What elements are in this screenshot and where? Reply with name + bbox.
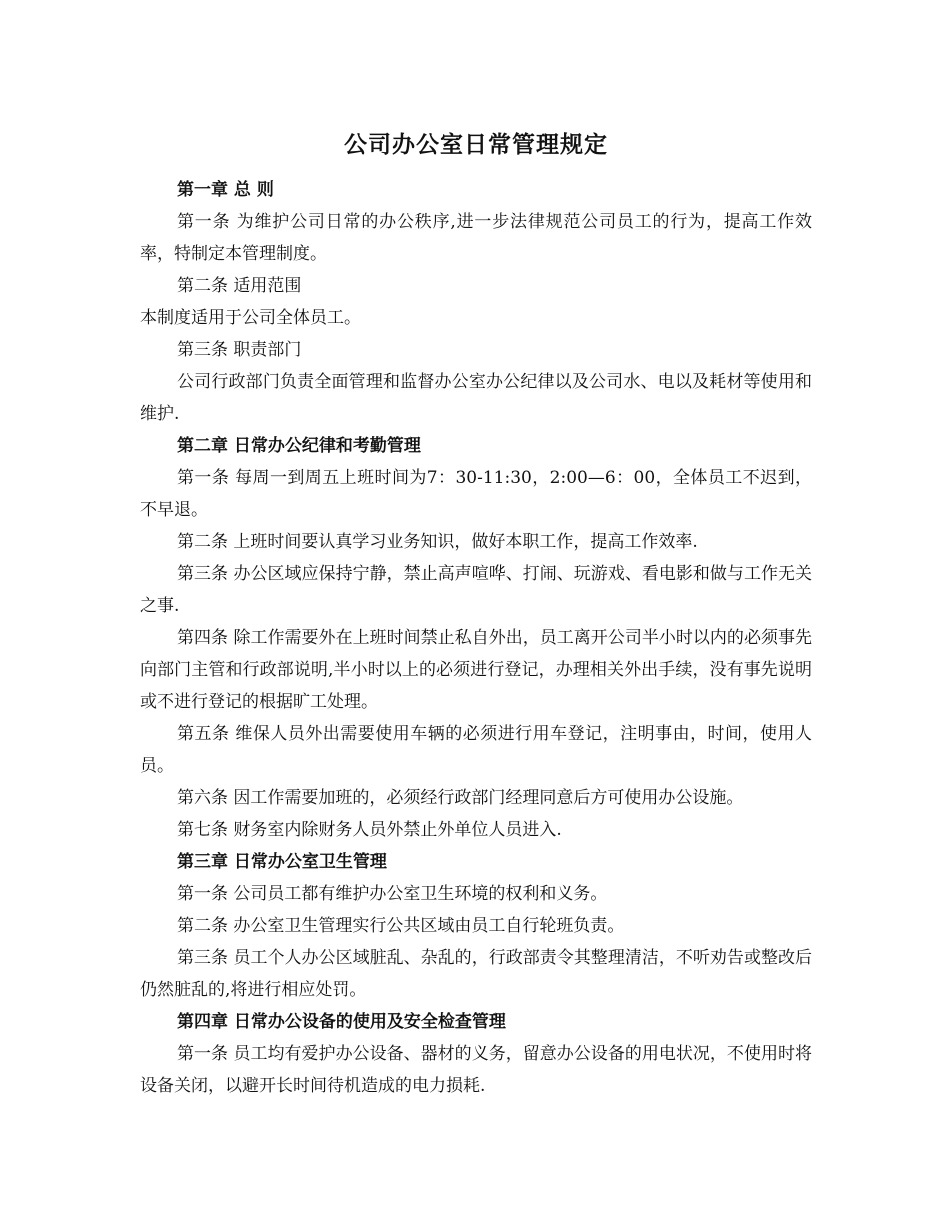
chapter-2-article-2: 第二条 上班时间要认真学习业务知识，做好本职工作，提高工作效率. [177,532,698,552]
chapter-1-heading: 第一章 总 则 [177,180,274,200]
chapter-1-article-2-body: 本制度适用于公司全体员工。 [140,308,361,328]
document-title: 公司办公室日常管理规定 [344,131,608,158]
chapter-3-article-2: 第二条 办公室卫生管理实行公共区域由员工自行轮班负责。 [177,916,625,936]
chapter-2-article-7: 第七条 财务室内除财务人员外禁止外单位人员进入. [177,820,562,840]
chapter-1-article-2: 第二条 适用范围 [177,276,302,296]
chapter-4-heading: 第四章 日常办公设备的使用及安全检查管理 [177,1012,506,1032]
chapter-2-article-3: 第三条 办公区域应保持宁静，禁止高声喧哗、打闹、玩游戏、看电影和做与工作无关之事. [140,564,812,616]
chapter-3-article-1: 第一条 公司员工都有维护办公室卫生环境的权利和义务。 [177,884,608,904]
chapter-1-article-3-body: 公司行政部门负责全面管理和监督办公室办公纪律以及公司水、电以及耗材等使用和维护. [140,372,812,424]
chapter-3-heading: 第三章 日常办公室卫生管理 [177,852,387,872]
chapter-4-article-1: 第一条 员工均有爱护办公设备、器材的义务，留意办公设备的用电状况，不使用时将设备关闭，以避开长时间待机造成的电力损耗. [140,1044,812,1096]
document-page [140,128,812,1102]
chapter-2-article-5: 第五条 维保人员外出需要使用车辆的必须进行用车登记，注明事由，时间，使用人员。 [140,724,812,776]
chapter-2-article-1: 第一条 每周一到周五上班时间为7：30-11:30，2:00—6：00，全体员工不迟到，不早退。 [140,468,812,520]
chapter-1-article-1: 第一条 为维护公司日常的办公秩序,进一步法律规范公司员工的行为，提高工作效率，特制定本管理制度。 [140,212,812,264]
chapter-2-article-4: 第四条 除工作需要外在上班时间禁止私自外出，员工离开公司半小时以内的必须事先向部门主管和行政部说明,半小时以上的必须进行登记，办理相关外出手续，没有事先说明或不进行登记的根据旷工处理。 [140,628,812,712]
chapter-1-article-3: 第三条 职责部门 [177,340,302,360]
chapter-2-article-6: 第六条 因工作需要加班的，必须经行政部门经理同意后方可使用办公设施。 [177,788,744,808]
chapter-3-article-3: 第三条 员工个人办公区域脏乱、杂乱的，行政部责令其整理清洁，不听劝告或整改后仍然脏乱的,将进行相应处罚。 [140,948,812,1000]
chapter-2-heading: 第二章 日常办公纪律和考勤管理 [177,436,421,456]
